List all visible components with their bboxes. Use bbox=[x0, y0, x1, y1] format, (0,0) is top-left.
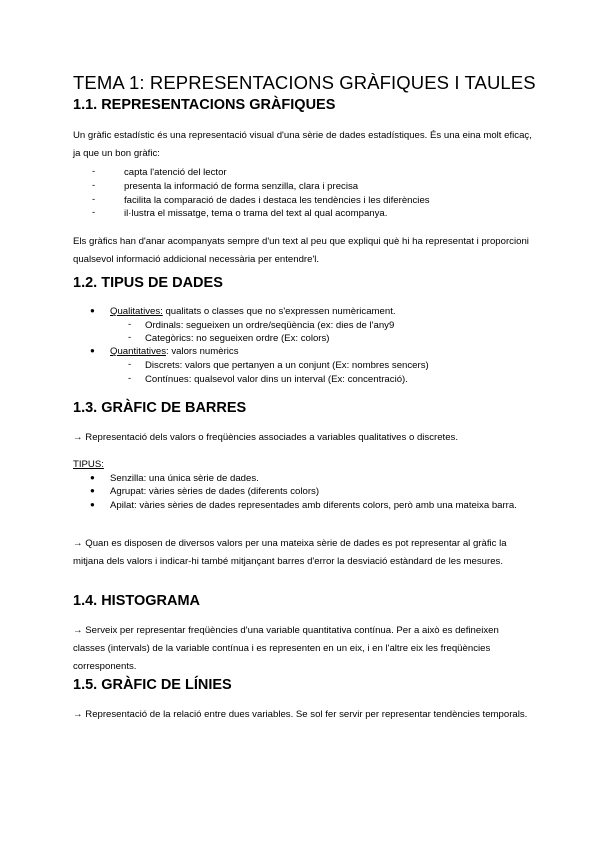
paragraph: Un gràfic estadístic és una representació visual d'una sèrie de dades estadístiques. És una eina molt eficaç, ja que un bon gràfic: bbox=[73, 130, 532, 159]
tipus-text: TIPUS: bbox=[73, 459, 104, 470]
list-item: facilita la comparació de dades i destaca les tendències i les diferències bbox=[124, 195, 430, 206]
list-item: Ordinals: segueixen un ordre/seqüència (ex: dies de l'any9 bbox=[145, 320, 395, 331]
section-heading-1-3: 1.3. GRÀFIC DE BARRES bbox=[73, 400, 247, 416]
list-dash: - bbox=[92, 166, 96, 177]
list-item: Contínues: qualsevol valor dins un interval (Ex: concentració). bbox=[145, 374, 408, 385]
section-heading-1-1: 1.1. REPRESENTACIONS GRÀFIQUES bbox=[73, 97, 336, 113]
section-heading-1-2: 1.2. TIPUS DE DADES bbox=[73, 275, 223, 291]
tipus-label bbox=[73, 458, 104, 472]
list-item: Discrets: valors que pertanyen a un conjunt (Ex: nombres sencers) bbox=[145, 360, 429, 371]
text: : valors numèrics bbox=[166, 346, 239, 357]
paragraph: → Representació dels valors o freqüències associades a variables qualitatives o discretes. bbox=[73, 432, 459, 443]
page-title: TEMA 1: REPRESENTACIONS GRÀFIQUES I TAULES bbox=[73, 72, 536, 93]
list-item: capta l'atenció del lector bbox=[124, 167, 227, 178]
list-item: Agrupat: vàries sèries de dades (diferents colors) bbox=[110, 486, 320, 497]
paragraph: → Serveix per representar freqüències d'una variable quantitativa contínua. Per a això es defineixen classes (intervals) de la variable contínua i es representen en un eix, i en l'altre eix les freqüències corresponents. bbox=[73, 625, 499, 672]
list-item: il·lustra el missatge, tema o trama del text al qual acompanya. bbox=[124, 208, 388, 219]
list-dash: - bbox=[128, 319, 132, 330]
list-item: Senzilla: una única sèrie de dades. bbox=[110, 473, 259, 484]
paragraph: → Representació de la relació entre dues variables. Se sol fer servir per representar tendències temporals. bbox=[73, 709, 528, 720]
list-item: Categòrics: no segueixen ordre (Ex: colors) bbox=[145, 333, 330, 344]
list-dash: - bbox=[92, 194, 96, 205]
bullet-dot: ● bbox=[90, 500, 95, 509]
text: qualitats o classes que no s'expressen numèricament. bbox=[162, 306, 396, 317]
list-dash: - bbox=[92, 180, 96, 191]
bullet-dot: ● bbox=[90, 306, 95, 315]
bullet-dot: ● bbox=[90, 346, 95, 355]
label-quantitatives: Quantitatives bbox=[110, 346, 166, 357]
bullet-dot: ● bbox=[90, 486, 95, 495]
list-dash: - bbox=[92, 207, 96, 218]
list-item bbox=[110, 305, 396, 319]
label-qualitatives: Qualitatives: bbox=[110, 306, 163, 317]
list-item bbox=[110, 345, 239, 359]
paragraph: Els gràfics han d'anar acompanyats sempre d'un text al peu que expliqui què hi ha representat i proporcioni qualsevol informació addicional necessària per entendre'l. bbox=[73, 236, 529, 265]
list-dash: - bbox=[128, 359, 132, 370]
section-heading-1-4: 1.4. HISTOGRAMA bbox=[73, 593, 201, 609]
paragraph: → Quan es disposen de diversos valors per una mateixa sèrie de dades es pot representar al gràfic la mitjana dels valors i indicar-hi també mitjançant barres d'error la desviació estàndard de les mesures. bbox=[73, 538, 507, 567]
list-item: presenta la informació de forma senzilla, clara i precisa bbox=[124, 181, 359, 192]
list-dash: - bbox=[128, 373, 132, 384]
section-heading-1-5: 1.5. GRÀFIC DE LÍNIES bbox=[73, 677, 232, 693]
list-item: Apilat: vàries sèries de dades representades amb diferents colors, però amb una mateixa barra. bbox=[110, 500, 517, 511]
bullet-dot: ● bbox=[90, 473, 95, 482]
list-dash: - bbox=[128, 332, 132, 343]
